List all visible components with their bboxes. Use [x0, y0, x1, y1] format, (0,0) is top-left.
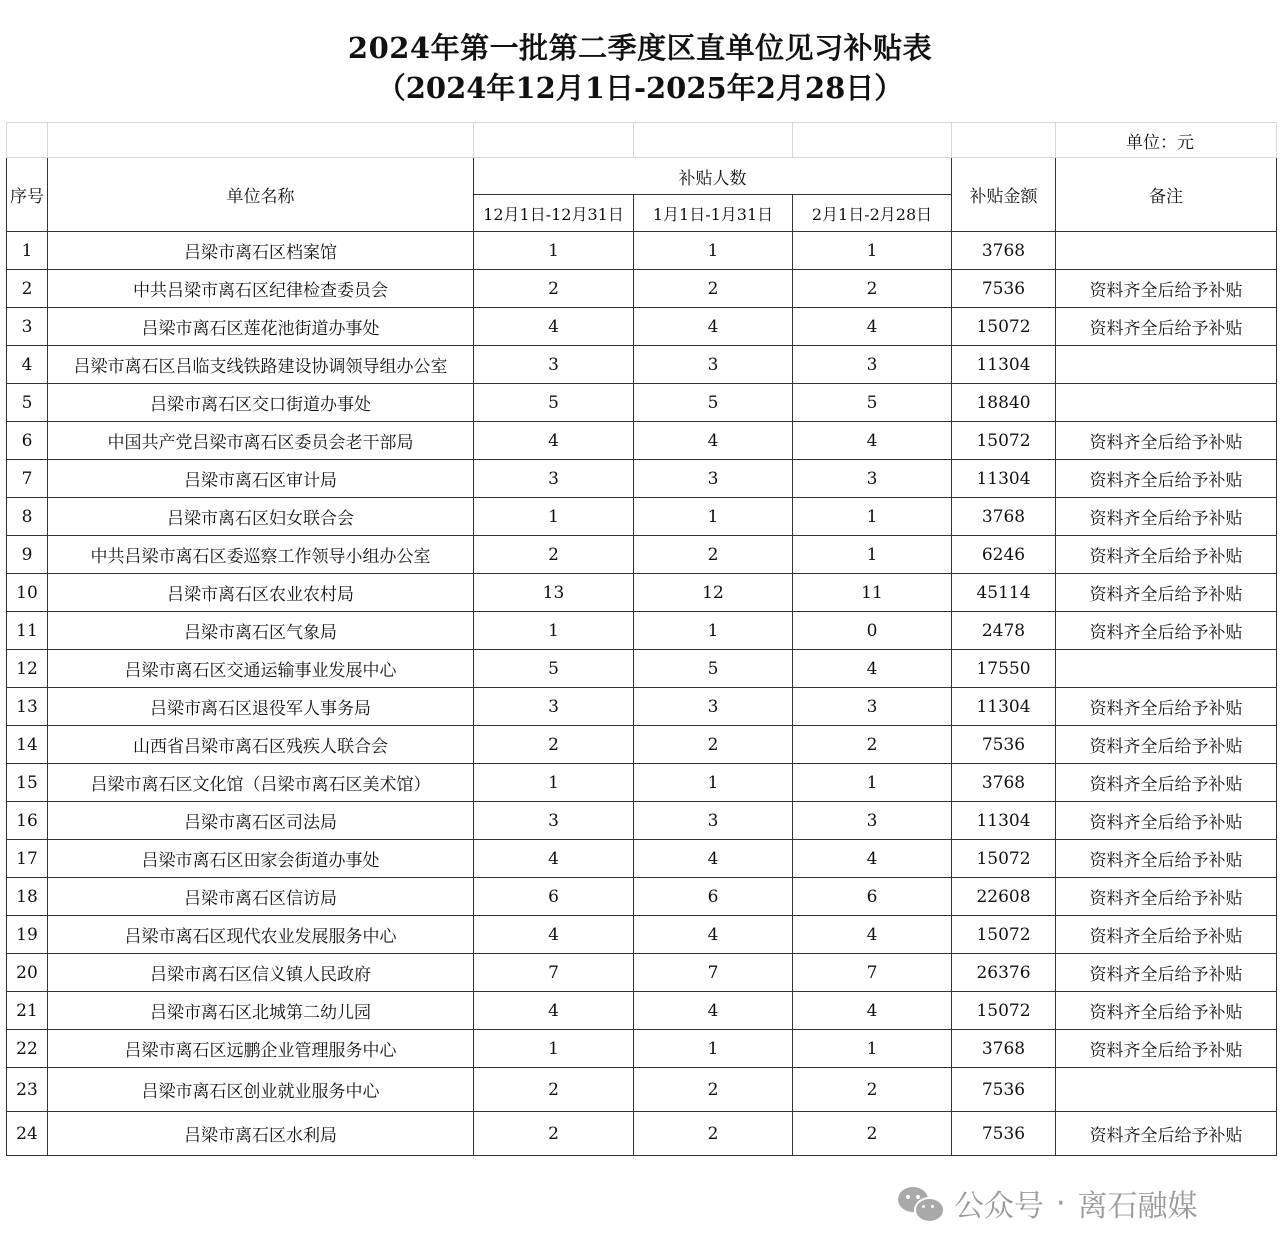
table-row	[7, 1030, 1277, 1068]
cell-people-dec: 3	[474, 802, 634, 840]
page-title: 2024年第一批第二季度区直单位见习补贴表	[347, 31, 933, 65]
table-row	[7, 536, 1277, 574]
cell-seq: 18	[7, 878, 48, 916]
watermark-prefix: 公众号	[954, 1189, 1044, 1224]
subsidy-table	[6, 122, 1277, 1156]
cell-name: 吕梁市离石区农业农村局	[48, 574, 474, 612]
cell-people-feb: 1	[793, 1030, 952, 1068]
wechat-icon	[898, 1183, 942, 1223]
cell-people-jan: 6	[634, 878, 793, 916]
cell-name: 吕梁市离石区司法局	[48, 802, 474, 840]
cell-remark: 资料齐全后给予补贴	[1056, 726, 1277, 764]
cell-amount: 26376	[952, 954, 1056, 992]
cell-name: 吕梁市离石区水利局	[48, 1112, 474, 1156]
cell-remark: 资料齐全后给予补贴	[1056, 536, 1277, 574]
cell-people-feb: 7	[793, 954, 952, 992]
cell-people-jan: 3	[634, 688, 793, 726]
cell-name: 吕梁市离石区现代农业发展服务中心	[48, 916, 474, 954]
cell-people-feb: 4	[793, 916, 952, 954]
table-row	[7, 726, 1277, 764]
cell-name: 吕梁市离石区退役军人事务局	[48, 688, 474, 726]
cell-people-dec: 4	[474, 840, 634, 878]
cell-people-dec: 4	[474, 422, 634, 460]
cell-remark: 资料齐全后给予补贴	[1056, 1030, 1277, 1068]
unit-row	[7, 123, 1277, 158]
cell-people-feb: 11	[793, 574, 952, 612]
cell-people-feb: 4	[793, 308, 952, 346]
cell-people-jan: 3	[634, 802, 793, 840]
cell-name: 吕梁市离石区创业就业服务中心	[48, 1068, 474, 1112]
cell-seq: 7	[7, 460, 48, 498]
cell-people-feb: 2	[793, 1068, 952, 1112]
cell-people-dec: 13	[474, 574, 634, 612]
cell-people-dec: 5	[474, 650, 634, 688]
cell-seq: 17	[7, 840, 48, 878]
cell-people-jan: 2	[634, 270, 793, 308]
cell-people-jan: 1	[634, 498, 793, 536]
cell-people-feb: 2	[793, 270, 952, 308]
cell-amount: 3768	[952, 764, 1056, 802]
cell-remark: 资料齐全后给予补贴	[1056, 688, 1277, 726]
cell-people-jan: 12	[634, 574, 793, 612]
cell-people-jan: 3	[634, 460, 793, 498]
cell-people-jan: 1	[634, 764, 793, 802]
cell-seq: 15	[7, 764, 48, 802]
cell-seq: 13	[7, 688, 48, 726]
cell-remark: 资料齐全后给予补贴	[1056, 612, 1277, 650]
date-range-subtitle: （2024年12月1日-2025年2月28日）	[376, 71, 904, 105]
unit-label: 单位：元	[1056, 123, 1277, 158]
table-row	[7, 802, 1277, 840]
cell-name: 吕梁市离石区远鹏企业管理服务中心	[48, 1030, 474, 1068]
cell-people-dec: 1	[474, 232, 634, 270]
table-row	[7, 954, 1277, 992]
table-row	[7, 574, 1277, 612]
cell-people-jan: 4	[634, 422, 793, 460]
cell-people-dec: 4	[474, 916, 634, 954]
cell-name: 吕梁市离石区文化馆（吕梁市离石区美术馆）	[48, 764, 474, 802]
cell-people-feb: 3	[793, 688, 952, 726]
cell-name: 吕梁市离石区妇女联合会	[48, 498, 474, 536]
cell-people-jan: 2	[634, 726, 793, 764]
cell-people-dec: 2	[474, 1112, 634, 1156]
cell-seq: 19	[7, 916, 48, 954]
cell-people-jan: 3	[634, 346, 793, 384]
cell-seq: 10	[7, 574, 48, 612]
cell-amount: 3768	[952, 498, 1056, 536]
cell-amount: 7536	[952, 1112, 1056, 1156]
cell-people-dec: 4	[474, 308, 634, 346]
cell-people-dec: 7	[474, 954, 634, 992]
cell-people-feb: 3	[793, 346, 952, 384]
cell-people-dec: 4	[474, 992, 634, 1030]
cell-amount: 22608	[952, 878, 1056, 916]
cell-seq: 3	[7, 308, 48, 346]
cell-amount: 18840	[952, 384, 1056, 422]
watermark	[898, 1178, 1198, 1228]
cell-people-feb: 1	[793, 232, 952, 270]
header-amount: 补贴金额	[952, 158, 1056, 232]
cell-remark: 资料齐全后给予补贴	[1056, 1112, 1277, 1156]
cell-remark	[1056, 346, 1277, 384]
table-row	[7, 460, 1277, 498]
header-row	[7, 158, 1277, 195]
cell-people-feb: 3	[793, 802, 952, 840]
title-block	[0, 0, 1280, 122]
table-row	[7, 270, 1277, 308]
cell-amount: 3768	[952, 1030, 1056, 1068]
cell-remark: 资料齐全后给予补贴	[1056, 422, 1277, 460]
cell-people-dec: 3	[474, 460, 634, 498]
cell-amount: 3768	[952, 232, 1056, 270]
cell-name: 吕梁市离石区档案馆	[48, 232, 474, 270]
cell-people-dec: 6	[474, 878, 634, 916]
cell-people-jan: 2	[634, 536, 793, 574]
table-row	[7, 992, 1277, 1030]
table-row	[7, 840, 1277, 878]
cell-remark: 资料齐全后给予补贴	[1056, 460, 1277, 498]
table-row	[7, 384, 1277, 422]
cell-seq: 1	[7, 232, 48, 270]
cell-people-jan: 5	[634, 384, 793, 422]
cell-seq: 5	[7, 384, 48, 422]
cell-name: 中国共产党吕梁市离石区委员会老干部局	[48, 422, 474, 460]
cell-name: 吕梁市离石区气象局	[48, 612, 474, 650]
cell-amount: 11304	[952, 460, 1056, 498]
header-period-jan: 1月1日-1月31日	[634, 195, 793, 232]
header-period-dec: 12月1日-12月31日	[474, 195, 634, 232]
header-remark: 备注	[1056, 158, 1277, 232]
cell-name: 吕梁市离石区交通运输事业发展中心	[48, 650, 474, 688]
table-row	[7, 650, 1277, 688]
cell-remark: 资料齐全后给予补贴	[1056, 802, 1277, 840]
cell-amount: 45114	[952, 574, 1056, 612]
table-row	[7, 422, 1277, 460]
cell-people-dec: 1	[474, 612, 634, 650]
cell-people-feb: 5	[793, 384, 952, 422]
cell-people-feb: 4	[793, 422, 952, 460]
cell-remark: 资料齐全后给予补贴	[1056, 270, 1277, 308]
cell-seq: 20	[7, 954, 48, 992]
cell-remark	[1056, 384, 1277, 422]
cell-people-jan: 5	[634, 650, 793, 688]
cell-seq: 11	[7, 612, 48, 650]
cell-amount: 15072	[952, 308, 1056, 346]
cell-amount: 7536	[952, 1068, 1056, 1112]
table-row	[7, 916, 1277, 954]
cell-people-feb: 1	[793, 536, 952, 574]
header-period-feb: 2月1日-2月28日	[793, 195, 952, 232]
cell-remark	[1056, 232, 1277, 270]
cell-amount: 6246	[952, 536, 1056, 574]
cell-people-feb: 4	[793, 650, 952, 688]
cell-remark	[1056, 650, 1277, 688]
cell-people-jan: 2	[634, 1112, 793, 1156]
cell-remark: 资料齐全后给予补贴	[1056, 308, 1277, 346]
cell-seq: 2	[7, 270, 48, 308]
cell-people-feb: 6	[793, 878, 952, 916]
cell-seq: 4	[7, 346, 48, 384]
table-row	[7, 1068, 1277, 1112]
cell-seq: 6	[7, 422, 48, 460]
cell-name: 吕梁市离石区信访局	[48, 878, 474, 916]
cell-amount: 11304	[952, 802, 1056, 840]
cell-amount: 15072	[952, 422, 1056, 460]
table-row	[7, 498, 1277, 536]
cell-people-dec: 3	[474, 346, 634, 384]
cell-name: 吕梁市离石区审计局	[48, 460, 474, 498]
cell-amount: 11304	[952, 688, 1056, 726]
cell-amount: 2478	[952, 612, 1056, 650]
table-row	[7, 1112, 1277, 1156]
header-people: 补贴人数	[474, 158, 952, 195]
cell-remark: 资料齐全后给予补贴	[1056, 916, 1277, 954]
cell-seq: 8	[7, 498, 48, 536]
cell-remark: 资料齐全后给予补贴	[1056, 764, 1277, 802]
cell-people-dec: 2	[474, 1068, 634, 1112]
cell-remark	[1056, 1068, 1277, 1112]
table-row	[7, 308, 1277, 346]
cell-name: 吕梁市离石区田家会街道办事处	[48, 840, 474, 878]
cell-people-jan: 4	[634, 308, 793, 346]
cell-amount: 7536	[952, 270, 1056, 308]
cell-people-jan: 4	[634, 916, 793, 954]
cell-people-feb: 2	[793, 1112, 952, 1156]
table-row	[7, 346, 1277, 384]
table-row	[7, 878, 1277, 916]
cell-people-jan: 1	[634, 1030, 793, 1068]
cell-remark: 资料齐全后给予补贴	[1056, 840, 1277, 878]
cell-name: 吕梁市离石区信义镇人民政府	[48, 954, 474, 992]
cell-people-dec: 1	[474, 1030, 634, 1068]
table-row	[7, 612, 1277, 650]
cell-people-jan: 1	[634, 232, 793, 270]
table-row	[7, 232, 1277, 270]
cell-remark: 资料齐全后给予补贴	[1056, 992, 1277, 1030]
cell-amount: 11304	[952, 346, 1056, 384]
cell-people-dec: 5	[474, 384, 634, 422]
cell-seq: 16	[7, 802, 48, 840]
cell-name: 中共吕梁市离石区纪律检查委员会	[48, 270, 474, 308]
cell-name: 吕梁市离石区交口街道办事处	[48, 384, 474, 422]
cell-amount: 15072	[952, 840, 1056, 878]
cell-people-jan: 4	[634, 840, 793, 878]
cell-people-dec: 1	[474, 764, 634, 802]
cell-remark: 资料齐全后给予补贴	[1056, 954, 1277, 992]
cell-seq: 12	[7, 650, 48, 688]
cell-seq: 21	[7, 992, 48, 1030]
cell-people-feb: 3	[793, 460, 952, 498]
cell-people-feb: 4	[793, 840, 952, 878]
cell-amount: 7536	[952, 726, 1056, 764]
cell-name: 山西省吕梁市离石区残疾人联合会	[48, 726, 474, 764]
cell-seq: 14	[7, 726, 48, 764]
cell-people-feb: 0	[793, 612, 952, 650]
cell-seq: 22	[7, 1030, 48, 1068]
watermark-separator: ·	[1056, 1185, 1066, 1221]
header-seq: 序号	[7, 158, 48, 232]
cell-people-feb: 2	[793, 726, 952, 764]
cell-people-dec: 2	[474, 726, 634, 764]
table-row	[7, 688, 1277, 726]
cell-people-jan: 2	[634, 1068, 793, 1112]
watermark-account: 离石融媒	[1077, 1189, 1198, 1224]
cell-people-dec: 2	[474, 270, 634, 308]
cell-name: 中共吕梁市离石区委巡察工作领导小组办公室	[48, 536, 474, 574]
cell-people-feb: 4	[793, 992, 952, 1030]
cell-name: 吕梁市离石区北城第二幼儿园	[48, 992, 474, 1030]
cell-name: 吕梁市离石区莲花池街道办事处	[48, 308, 474, 346]
header-name: 单位名称	[48, 158, 474, 232]
cell-people-dec: 2	[474, 536, 634, 574]
cell-people-dec: 1	[474, 498, 634, 536]
cell-remark: 资料齐全后给予补贴	[1056, 498, 1277, 536]
cell-people-jan: 1	[634, 612, 793, 650]
cell-remark: 资料齐全后给予补贴	[1056, 574, 1277, 612]
cell-people-jan: 7	[634, 954, 793, 992]
cell-seq: 23	[7, 1068, 48, 1112]
cell-people-feb: 1	[793, 498, 952, 536]
cell-amount: 15072	[952, 916, 1056, 954]
cell-amount: 17550	[952, 650, 1056, 688]
cell-people-feb: 1	[793, 764, 952, 802]
cell-name: 吕梁市离石区吕临支线铁路建设协调领导组办公室	[48, 346, 474, 384]
table-row	[7, 764, 1277, 802]
cell-seq: 24	[7, 1112, 48, 1156]
cell-remark: 资料齐全后给予补贴	[1056, 878, 1277, 916]
cell-people-jan: 4	[634, 992, 793, 1030]
cell-amount: 15072	[952, 992, 1056, 1030]
cell-people-dec: 3	[474, 688, 634, 726]
cell-seq: 9	[7, 536, 48, 574]
